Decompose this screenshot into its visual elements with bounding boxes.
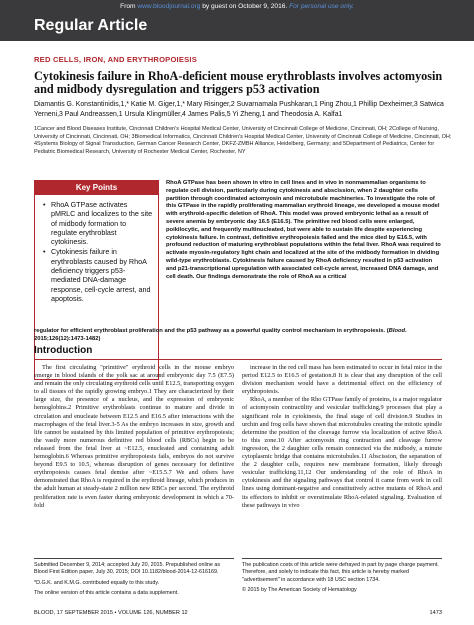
page-number: 1473 [429, 610, 442, 616]
article-category: RED CELLS, IRON, AND ERYTHROPOIESIS [34, 55, 197, 64]
author-list: Diamantis G. Konstantinidis,1,* Katie M. Giger,1,* Mary Risinger,2 Suvarnamala Pushkaran,1 Ping Zhou,1 Phillip Dexheimer,3 Satwica Yerneni,3 Paul Andreassen,1 Ursula Klingmüller,4 James Palis,5 Yi Zheng,1 and Theodosia A. Kalfa1 [34, 101, 444, 118]
intro-paragraph: The first circulating "primitive" erythroid cells in the mouse embryo emerge in blood islands of the yolk sac at around embryonic day 7.5 (E7.5) and remain the only circulating erythroid cells until E12.5, transporting oxygen to all tissues of the rapidly growing embryo.1 They are characterized by their large size, the presence of a nucleus, and the expression of embryonic hemoglobins.2 Primitive erythroblasts continue to mature and divide in circulation and enucleate between E12.5 and E16.5 after interactions with the macrophages of the fetal liver.3-5 As the embryo increases in size, growth and life cannot be sustained by this limited population of primitive erythropoiesis; the vastly more numerous definitive red blood cells (RBCs) begin to be released from the fetal liver at ~E12.5, enucleated and containing adult hemoglobin.6 Whereas primitive erythropoiesis fails, embryos do not survive beyond E9.5 to 10.5, whereas disruption of genes necessary for definitive erythropoiesis causes fetal demise after ~E15.5.7 We and others have demonstrated that RhoA is required in the erythroid lineage, which produces in the adult human at steady-state 2 million new RBCs per second. The erythroid proliferation rate is even faster during embryonic development in which a 70-fold [34, 364, 234, 509]
key-point-item: • RhoA GTPase activates pMRLC and localizes to the site of midbody formation to regulate erythroblast cytokinesis. [43, 200, 153, 246]
personal-use-note: For personal use only. [289, 3, 354, 10]
article-title: Cytokinesis failure in RhoA-deficient mouse erythroblasts involves actomyosin and midbody dysregulation and triggers p53 activation [34, 69, 443, 96]
intro-paragraph: increase in the red cell mass has been estimated to occur in fetal mice in the period E12.5 to E16.5 of gestation.8 It is clear that any disruption of the cell division mechanism would have a detrimental effect on the efficiency of erythropoiesis. [242, 364, 442, 396]
citation-rest: . 2015;126(12):1473-1482) [34, 328, 407, 342]
footnotes-left [34, 562, 234, 601]
footnote-divider-left [34, 558, 234, 559]
footnotes-right [242, 562, 442, 598]
footnote-item: Submitted December 9, 2014; accepted July 20, 2015. Prepublished online as Blood First Edition paper, July 30, 2015; DOI 10.1182/blood-2014-12-616169. [34, 562, 221, 576]
downloaded-prefix: From [120, 3, 138, 10]
footnote-item: The publication costs of this article were defrayed in part by page charge payment. Therefore, and solely to indicate this fact, this article is hereby marked "advertisement" in accordance with 18 USC section 1734. [242, 562, 439, 583]
footnote-item: *D.G.K. and K.M.G. contributed equally to this study. [34, 579, 160, 586]
abstract-body: RhoA GTPase has been shown in vitro in cell lines and in vivo in nonmammalian organisms to regulate cell division, particularly during cytokinesis and abscission, when 2 daughter cells partition through coordinated actomyosin and microtubule machineries. To investigate the role of this GTPase in the rapidly proliferating mammalian erythroid lineage, we developed a mouse model with erythroid-specific deletion of RhoA. This model was proved embryonic lethal as a result of severe anemia by embryonic day 16.5 (E16.5). The primitive red blood cells were enlarged, poikilocytic, and frequently multinucleated, but were able to sustain life despite experiencing cytokinesis failure. In contrast, definitive erythropoiesis failed and the mice died by E16.5, with profound reduction of maturing erythroblast populations within the fetal liver. RhoA was required to activate myosin-regulatory light chain and localized at the site of the midbody formation in dividing wild-type erythroblasts. Cytokinesis failure caused by RhoA deficiency resulted in p53 activation and p21-transcriptional upregulation with associated cell-cycle arrest, increased DNA damage, and cell death. Our findings demonstrate the role of RhoA as a critical [166, 180, 441, 280]
key-points-list [35, 195, 158, 303]
intro-column-left [34, 364, 234, 510]
journal-link[interactable]: www.bloodjournal.org [137, 3, 201, 10]
footnote-item: © 2015 by The American Society of Hematology [242, 587, 357, 594]
affiliations: 1Cancer and Blood Diseases Institute, Cincinnati Children's Hospital Medical Center, University of Cincinnati College of Medicine, Cincinnati, OH; 2College of Nursing, University of Cincinnati, Cincinnati, OH; 3Biomedical Informatics, Cincinnati Children's Hospital Medical Center, University of Cincinnati College of Medicine, Cincinnati, OH; 4Systems Biology of Signal Transduction, German Cancer Research Center, DKFZ-ZMBH Alliance, Heidelberg, Germany; and 5Department of Pediatrics, Center for Pediatric Biomedical Research, University of Rochester Medical Center, Rochester, NY [34, 126, 452, 155]
introduction-heading: Introduction [34, 345, 93, 356]
key-points-header: Key Points [35, 181, 158, 195]
abstract-tail [34, 328, 442, 344]
page-footer [34, 610, 442, 616]
intro-paragraph: RhoA, a member of the Rho GTPase family of proteins, is a major regulator of actomyosin contractility and vesicular trafficking,9 processes that play a significant role in cytokinesis, the final stage of cell division.9 Studies in urchin and frog cells have shown that microtubules creating the mitotic spindle determine the position of the cleavage furrow via localization of active RhoA to this zone.10 After actomyosin ring contraction and cleavage furrow ingression, the 2 daughter cells remain connected via the midbody, a minute cytoplasmic bridge that contains microtubules.11 Abscission, the separation of the 2 daughter cells, requires new membrane formation, likely through vesicular trafficking.11,12 Our understanding of the role of RhoA in cytokinesis and the signaling pathways that control it came from work in cell lines using dominant-negative and constitutively active mutants of RhoA and its effectors to inhibit or overstimulate RhoA-related signaling. Evaluation of these pathways in vivo [242, 396, 442, 509]
footnote-divider-right [242, 558, 442, 559]
download-notice [0, 3, 474, 10]
downloaded-mid: by guest on October 9, 2016. [200, 3, 290, 10]
intro-column-right [242, 364, 442, 510]
journal-issue-info: BLOOD, 17 SEPTEMBER 2015 • VOLUME 126, NUMBER 12 [34, 610, 188, 616]
citation-journal: Blood [388, 328, 406, 334]
abstract-tail-text: regulator for efficient erythroblast proliferation and the p53 pathway as a powerful quality control mechanism in erythropoiesis. ( [34, 328, 389, 334]
section-divider [34, 359, 442, 360]
footnote-item: The online version of this article contains a data supplement. [34, 590, 179, 597]
section-title: Regular Article [34, 17, 148, 34]
key-point-item: • Cytokinesis failure in erythroblasts caused by RhoA deficiency triggers p53-mediated DNA-damage response, cell-cycle arrest, and apoptosis. [43, 247, 153, 303]
